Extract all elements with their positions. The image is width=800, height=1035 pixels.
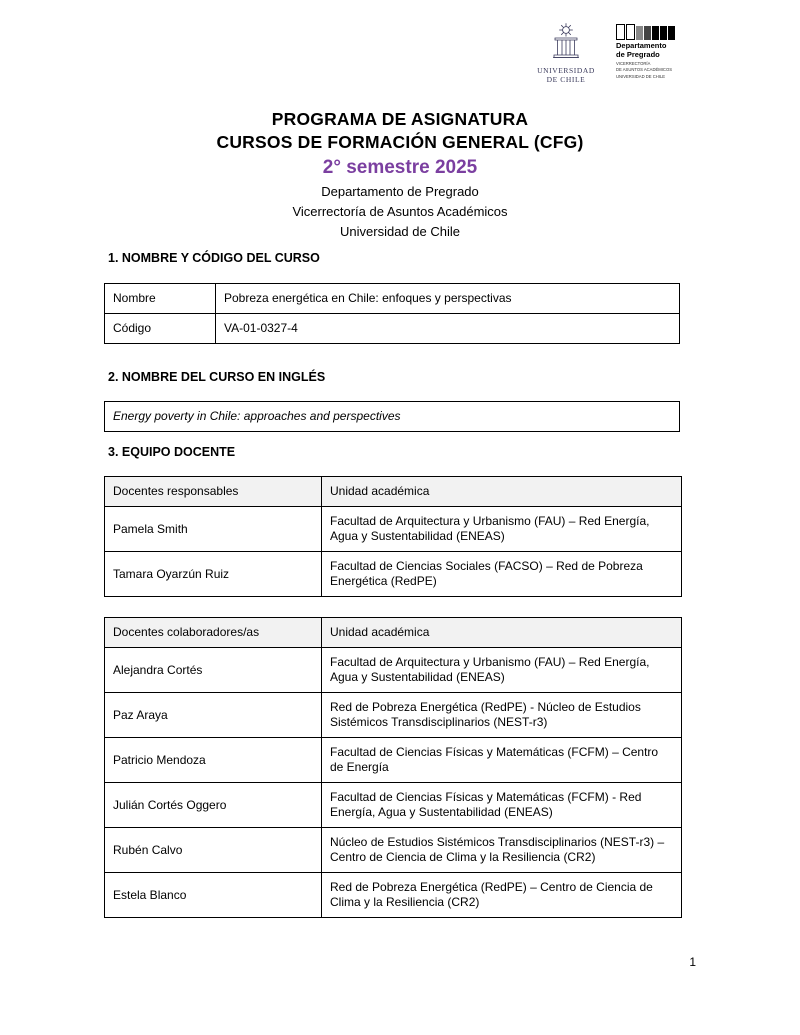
course-name-code-table bbox=[104, 283, 680, 344]
table-row bbox=[105, 552, 682, 597]
department-logo-line2: de Pregrado bbox=[616, 49, 660, 59]
teacher-unit: Facultad de Arquitectura y Urbanismo (FAU) – Red Energía, Agua y Sustentabilidad (ENEAS) bbox=[322, 648, 682, 693]
table-header-row-responsible bbox=[105, 477, 682, 507]
table-row-english-name bbox=[105, 402, 680, 432]
teacher-unit: Facultad de Ciencias Físicas y Matemáticas (FCFM) – Centro de Energía bbox=[322, 738, 682, 783]
department-logo-line1: Departamento bbox=[616, 41, 667, 50]
header-unidad-academica-responsables: Unidad académica bbox=[322, 477, 682, 507]
table-header-row-collaborators bbox=[105, 618, 682, 648]
university-crest-icon bbox=[549, 22, 583, 64]
university-logo-line2: DE CHILE bbox=[546, 75, 586, 84]
label-nombre: Nombre bbox=[105, 284, 216, 314]
page-title-line2: CURSOS DE FORMACIÓN GENERAL (CFG) bbox=[216, 132, 584, 152]
teacher-unit: Núcleo de Estudios Sistémicos Transdisciplinarios (NEST-r3) – Centro de Ciencia de Clima y la Resiliencia (CR2) bbox=[322, 828, 682, 873]
teacher-unit: Red de Pobreza Energética (RedPE) - Núcleo de Estudios Sistémicos Transdisciplinarios (NEST-r3) bbox=[322, 693, 682, 738]
page-number: 1 bbox=[689, 955, 696, 969]
teacher-name: Tamara Oyarzún Ruiz bbox=[105, 552, 322, 597]
teacher-unit: Red de Pobreza Energética (RedPE) – Centro de Ciencia de Clima y la Resiliencia (CR2) bbox=[322, 873, 682, 918]
teacher-name: Estela Blanco bbox=[105, 873, 322, 918]
teacher-unit: Facultad de Ciencias Sociales (FACSO) – Red de Pobreza Energética (RedPE) bbox=[322, 552, 682, 597]
department-logo-bars-icon bbox=[616, 24, 690, 40]
table-row bbox=[105, 738, 682, 783]
section-2-heading: 2. NOMBRE DEL CURSO EN INGLÉS bbox=[108, 370, 326, 384]
teacher-unit: Facultad de Ciencias Físicas y Matemáticas (FCFM) - Red Energía, Agua y Sustentabilidad (ENEAS) bbox=[322, 783, 682, 828]
english-course-name-table bbox=[104, 401, 680, 432]
section-3-heading: 3. EQUIPO DOCENTE bbox=[108, 445, 236, 459]
teacher-name: Alejandra Cortés bbox=[105, 648, 322, 693]
collaborating-teachers-table bbox=[104, 617, 682, 918]
table-row bbox=[105, 783, 682, 828]
table-row bbox=[105, 507, 682, 552]
table-row bbox=[105, 648, 682, 693]
header-docentes-colaboradores: Docentes colaboradores/as bbox=[105, 618, 322, 648]
header-logos bbox=[530, 22, 690, 92]
value-codigo: VA-01-0327-4 bbox=[216, 314, 680, 344]
universidad-de-chile-logo bbox=[530, 22, 602, 84]
responsible-teachers-table bbox=[104, 476, 682, 597]
teacher-unit: Facultad de Arquitectura y Urbanismo (FAU) – Red Energía, Agua y Sustentabilidad (ENEAS) bbox=[322, 507, 682, 552]
value-nombre: Pobreza energética en Chile: enfoques y perspectivas bbox=[216, 284, 680, 314]
university-logo-line1: UNIVERSIDAD bbox=[537, 66, 595, 75]
header-docentes-responsables: Docentes responsables bbox=[105, 477, 322, 507]
header-unidad-academica-colaboradores: Unidad académica bbox=[322, 618, 682, 648]
department-logo-sub1: VICERRECTORÍA bbox=[616, 60, 651, 66]
teacher-name: Pamela Smith bbox=[105, 507, 322, 552]
value-english-name: Energy poverty in Chile: approaches and perspectives bbox=[105, 402, 680, 432]
table-row-nombre bbox=[105, 284, 680, 314]
teacher-name: Paz Araya bbox=[105, 693, 322, 738]
table-row bbox=[105, 873, 682, 918]
section-1-heading: 1. NOMBRE Y CÓDIGO DEL CURSO bbox=[108, 251, 320, 265]
departamento-de-pregrado-logo bbox=[616, 22, 690, 79]
teacher-name: Rubén Calvo bbox=[105, 828, 322, 873]
department-logo-sub3: UNIVERSIDAD DE CHILE bbox=[616, 73, 666, 79]
teacher-name: Patricio Mendoza bbox=[105, 738, 322, 783]
table-row bbox=[105, 693, 682, 738]
department-logo-sub2: DE ASUNTOS ACADÉMICOS bbox=[616, 67, 673, 72]
table-row bbox=[105, 828, 682, 873]
semester-label: 2° semestre 2025 bbox=[322, 157, 478, 178]
label-codigo: Código bbox=[105, 314, 216, 344]
subtitle-vicerrectoria: Vicerrectoría de Asuntos Académicos bbox=[292, 204, 508, 219]
document-title-block bbox=[0, 108, 800, 241]
table-row-codigo bbox=[105, 314, 680, 344]
subtitle-department: Departamento de Pregrado bbox=[321, 184, 479, 199]
teacher-name: Julián Cortés Oggero bbox=[105, 783, 322, 828]
page-title-line1: PROGRAMA DE ASIGNATURA bbox=[271, 109, 529, 129]
subtitle-university: Universidad de Chile bbox=[340, 224, 460, 239]
